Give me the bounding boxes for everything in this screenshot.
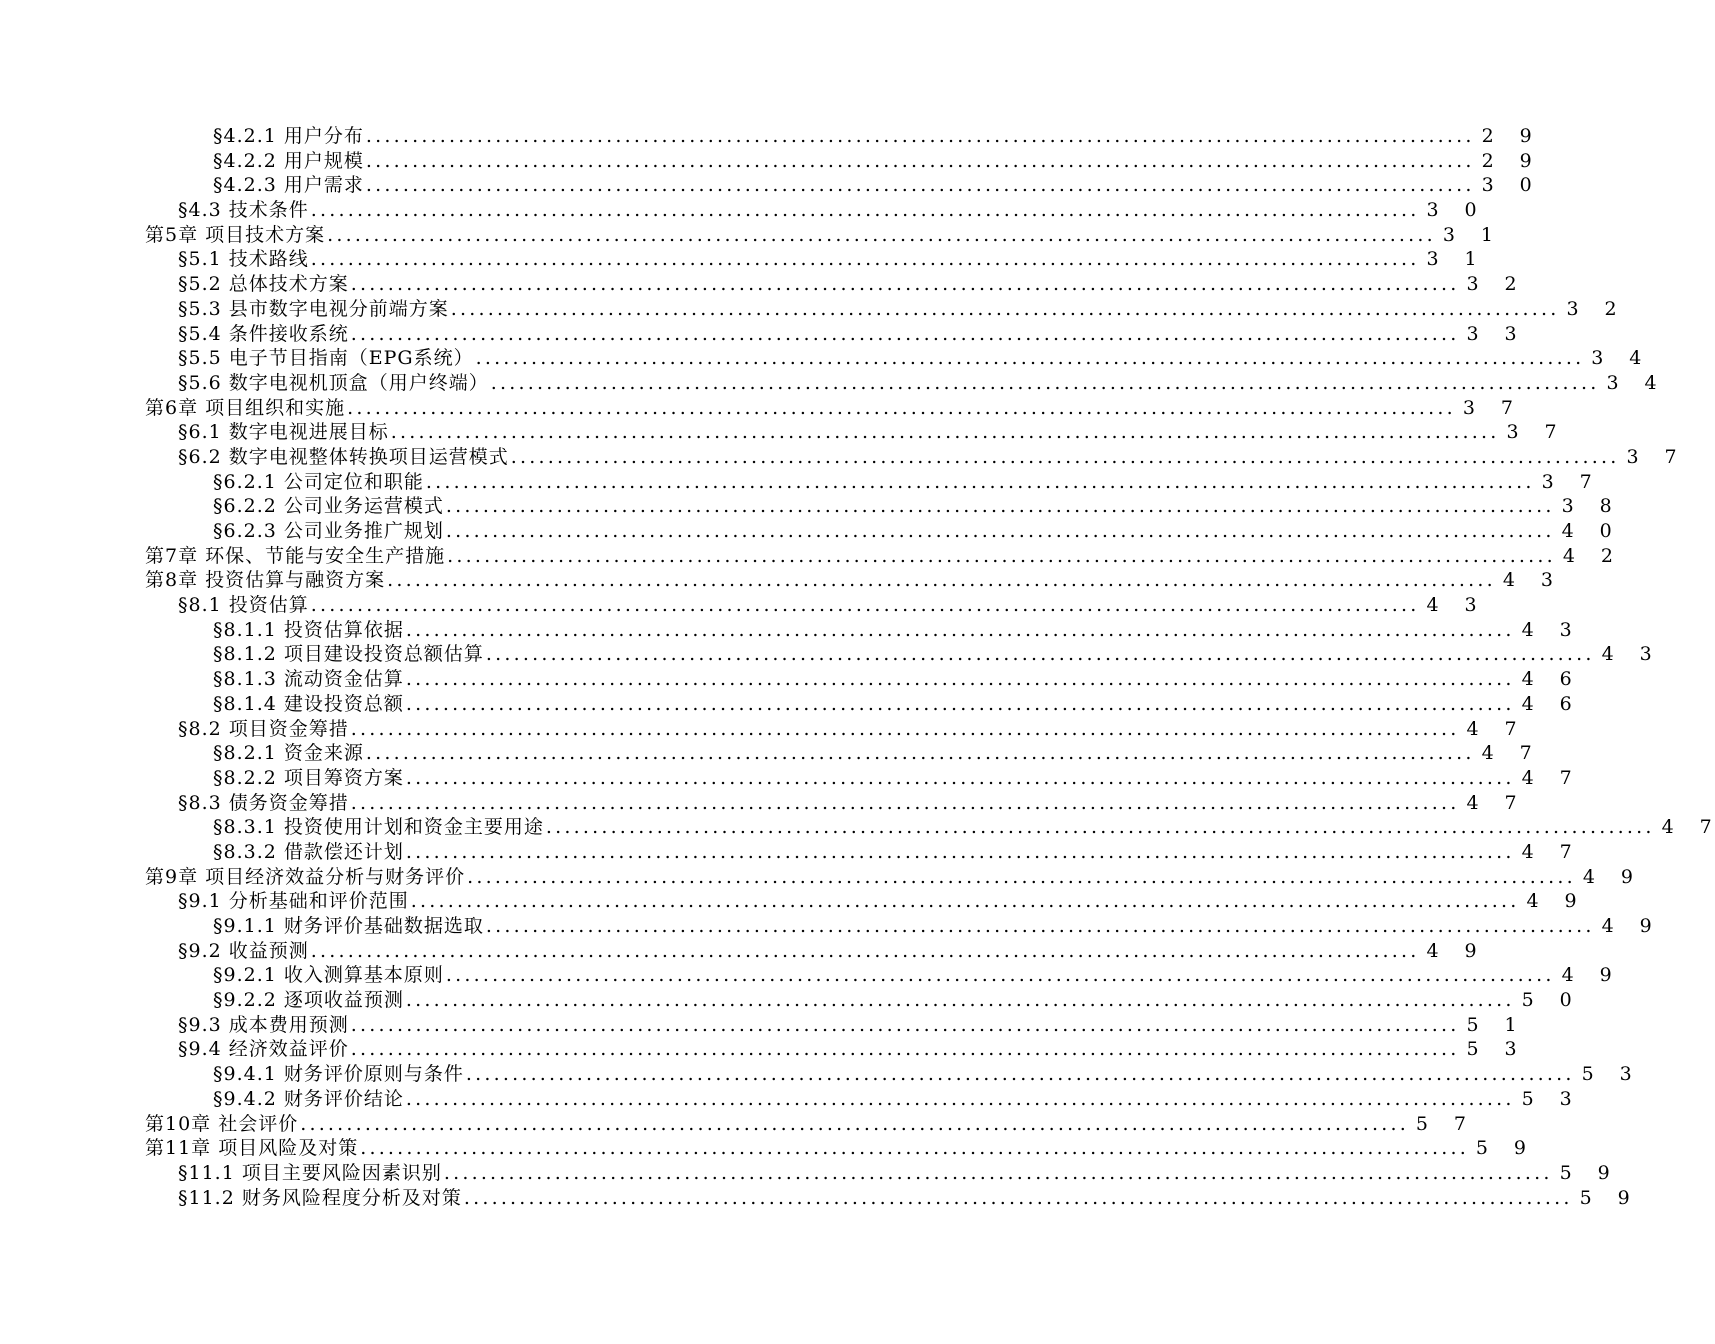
toc-entry-page-number: 5 0 — [1521, 989, 1572, 1012]
toc-leader-dots: ........................................................................................................................ — [405, 989, 1515, 1012]
toc-entry-line — [145, 1112, 1467, 1137]
toc-entry-title: §6.1 数字电视进展目标 — [178, 421, 389, 444]
toc-entry[interactable] — [0, 445, 1677, 470]
toc-entry-line — [213, 173, 1532, 198]
toc-entry-page-number: 5 3 — [1521, 1087, 1572, 1110]
toc-leader-dots: ........................................................................................................................ — [350, 791, 1460, 814]
toc-entry-title: §9.2.2 逐项收益预测 — [213, 989, 404, 1012]
toc-leader-dots: ........................................................................................................................ — [365, 125, 1475, 147]
toc-entry-title: 第6章 项目组织和实施 — [145, 396, 346, 419]
toc-entry-line — [213, 692, 1572, 717]
toc-entry[interactable] — [0, 420, 1557, 445]
toc-entry[interactable] — [0, 939, 1477, 964]
toc-entry-title: 第11章 项目风险及对策 — [145, 1137, 359, 1160]
toc-entry-line — [178, 593, 1477, 618]
toc-entry-page-number: 3 7 — [1541, 470, 1592, 493]
toc-entry-title: §5.2 总体技术方案 — [178, 273, 349, 296]
toc-leader-dots: ........................................................................................................................ — [445, 964, 1555, 987]
toc-leader-dots: ........................................................................................................................ — [475, 347, 1585, 370]
toc-entry-title: §9.1.1 财务评价基础数据选取 — [213, 915, 484, 937]
toc-leader-dots: ........................................................................................................................ — [350, 1038, 1460, 1061]
toc-entry-title: §9.3 成本费用预测 — [178, 1013, 349, 1036]
toc-entry-title: §8.2.2 项目筹资方案 — [213, 766, 404, 789]
toc-entry-page-number: 4 6 — [1521, 692, 1572, 715]
toc-leader-dots: ........................................................................................................................ — [310, 199, 1420, 222]
toc-entry-line — [178, 939, 1477, 964]
toc-leader-dots: ........................................................................................................................ — [350, 717, 1460, 740]
toc-entry-line — [213, 149, 1532, 174]
toc-entry-page-number: 4 3 — [1502, 569, 1553, 592]
toc-entry-line — [145, 396, 1513, 421]
toc-entry-title: §5.6 数字电视机顶盒（用户终端） — [178, 371, 489, 394]
toc-entry-page-number: 5 1 — [1466, 1013, 1517, 1036]
toc-entry-page-number: 5 7 — [1415, 1112, 1467, 1135]
toc-entry[interactable] — [0, 322, 1517, 347]
toc-entry-line — [145, 544, 1613, 569]
toc-entry-line — [178, 889, 1577, 914]
toc-entry[interactable] — [0, 247, 1477, 272]
toc-entry-title: §9.2.1 收入测算基本原则 — [213, 964, 444, 987]
toc-leader-dots: ........................................................................................................................ — [450, 297, 1560, 320]
toc-entry-line — [213, 618, 1572, 643]
toc-entry[interactable] — [0, 692, 1572, 717]
toc-entry[interactable] — [0, 568, 1553, 593]
toc-entry[interactable] — [0, 1037, 1517, 1062]
toc-entry-title: §6.2.2 公司业务运营模式 — [213, 495, 444, 518]
toc-entry-line — [178, 297, 1617, 322]
toc-leader-dots: ........................................................................................................................ — [350, 273, 1460, 296]
toc-entry[interactable] — [0, 519, 1612, 544]
toc-leader-dots: ........................................................................................................................ — [405, 668, 1515, 691]
toc-entry-page-number: 4 3 — [1521, 618, 1572, 641]
toc-leader-dots: ........................................................................................................................ — [310, 594, 1420, 617]
toc-entry-page-number: 4 9 — [1561, 964, 1612, 987]
toc-entry-line — [213, 519, 1612, 544]
toc-entry-line — [145, 865, 1633, 890]
toc-leader-dots: ........................................................................................................................ — [350, 1013, 1460, 1036]
toc-leader-dots: ........................................................................................................................ — [485, 915, 1595, 937]
toc-entry-title: §9.2 收益预测 — [178, 939, 309, 962]
toc-entry-title: §4.3 技术条件 — [178, 199, 309, 222]
toc-entry-page-number: 5 9 — [1559, 1161, 1610, 1184]
toc-entry-title: §6.2.1 公司定位和职能 — [213, 470, 424, 493]
toc-entry-title: §6.2 数字电视整体转换项目运营模式 — [178, 445, 509, 468]
toc-entry-page-number: 3 3 — [1466, 322, 1517, 345]
toc-entry-title: §8.1.3 流动资金估算 — [213, 668, 404, 691]
toc-entry-title: 第9章 项目经济效益分析与财务评价 — [145, 865, 466, 888]
toc-entry-line — [213, 642, 1652, 667]
toc-entry-line — [178, 272, 1517, 297]
toc-leader-dots: ........................................................................................................................ — [310, 248, 1420, 271]
toc-entry-title: §9.4.2 财务评价结论 — [213, 1087, 404, 1110]
toc-entry[interactable] — [0, 618, 1572, 643]
toc-leader-dots: ........................................................................................................................ — [405, 692, 1515, 715]
toc-entry[interactable] — [0, 593, 1477, 618]
toc-entry[interactable] — [0, 124, 1532, 149]
toc-leader-dots: ........................................................................................................................ — [425, 470, 1535, 493]
toc-entry-line — [213, 766, 1572, 791]
toc-entry[interactable] — [0, 1013, 1517, 1038]
toc-leader-dots: ........................................................................................................................ — [405, 840, 1515, 863]
toc-leader-dots: ........................................................................................................................ — [445, 495, 1555, 518]
toc-leader-dots: ........................................................................................................................ — [490, 371, 1600, 394]
toc-entry-page-number: 4 7 — [1481, 742, 1532, 765]
toc-entry[interactable] — [0, 642, 1652, 667]
toc-entry[interactable] — [0, 741, 1532, 766]
toc-entry[interactable] — [0, 791, 1517, 816]
toc-entry-line — [213, 470, 1592, 495]
toc-entry[interactable] — [0, 371, 1657, 396]
toc-entry[interactable] — [0, 1186, 1630, 1211]
toc-entry-page-number: 4 7 — [1466, 791, 1517, 814]
toc-entry-page-number: 2 9 — [1481, 125, 1532, 147]
toc-entry-line — [178, 420, 1557, 445]
toc-entry-page-number: 3 7 — [1506, 421, 1557, 444]
toc-entry[interactable] — [0, 470, 1592, 495]
toc-entry-page-number: 2 9 — [1481, 149, 1532, 172]
toc-entry-title: §8.3.2 借款偿还计划 — [213, 840, 404, 863]
toc-entry-page-number: 4 7 — [1521, 840, 1572, 863]
toc-leader-dots: ........................................................................................................................ — [310, 939, 1420, 962]
toc-entry-page-number: 4 3 — [1601, 643, 1652, 666]
toc-entry[interactable] — [0, 865, 1633, 890]
toc-entry[interactable] — [0, 198, 1477, 223]
toc-entry-title: §9.4 经济效益评价 — [178, 1038, 349, 1061]
toc-entry[interactable] — [0, 1112, 1467, 1137]
toc-entry-title: §9.4.1 财务评价原则与条件 — [213, 1063, 464, 1086]
toc-leader-dots: ........................................................................................................................ — [365, 742, 1475, 765]
toc-leader-dots: ........................................................................................................................ — [365, 149, 1475, 172]
toc-entry-page-number: 5 3 — [1581, 1063, 1632, 1086]
toc-entry[interactable] — [0, 840, 1572, 865]
toc-entry-page-number: 4 9 — [1601, 915, 1652, 937]
toc-entry-line — [213, 741, 1532, 766]
toc-leader-dots: ........................................................................................................................ — [463, 1186, 1573, 1209]
toc-leader-dots: ........................................................................................................................ — [445, 520, 1555, 542]
toc-entry[interactable] — [0, 149, 1532, 174]
toc-entry-page-number: 3 0 — [1481, 174, 1532, 197]
toc-leader-dots: ........................................................................................................................ — [443, 1161, 1553, 1184]
toc-entry-page-number: 5 9 — [1579, 1186, 1630, 1209]
toc-entry-line — [213, 840, 1572, 865]
toc-entry-title: §5.1 技术路线 — [178, 248, 309, 271]
toc-entry-title: §8.2.1 资金来源 — [213, 742, 364, 765]
toc-entry[interactable] — [0, 173, 1532, 198]
toc-entry-title: §6.2.3 公司业务推广规划 — [213, 520, 444, 542]
toc-entry[interactable] — [0, 297, 1617, 322]
toc-entry-line — [178, 717, 1517, 742]
toc-entry-line — [178, 791, 1517, 816]
toc-entry-title: §8.2 项目资金筹措 — [178, 717, 349, 740]
toc-leader-dots: ........................................................................................................................ — [390, 421, 1500, 444]
toc-entry-page-number: 3 2 — [1566, 297, 1617, 320]
toc-entry-page-number: 4 6 — [1521, 668, 1572, 691]
toc-entry-page-number: 3 0 — [1426, 199, 1477, 222]
toc-entry-line — [145, 568, 1553, 593]
toc-entry-line — [145, 1136, 1527, 1161]
toc-entry-title: §8.1.4 建设投资总额 — [213, 692, 404, 715]
table-of-contents — [0, 124, 1712, 1210]
toc-leader-dots: ........................................................................................................................ — [365, 174, 1475, 197]
toc-entry-page-number: 3 1 — [1442, 223, 1493, 246]
toc-entry[interactable] — [0, 766, 1572, 791]
toc-entry-line — [213, 988, 1572, 1013]
toc-entry-title: §11.1 项目主要风险因素识别 — [178, 1161, 442, 1184]
toc-entry-line — [213, 494, 1612, 519]
toc-entry-page-number: 4 9 — [1426, 939, 1477, 962]
toc-entry-line — [213, 963, 1612, 988]
toc-entry-line — [178, 371, 1657, 396]
toc-entry-line — [213, 667, 1572, 692]
toc-leader-dots: ........................................................................................................................ — [405, 618, 1515, 641]
toc-entry-page-number: 5 9 — [1475, 1137, 1527, 1160]
toc-entry-page-number: 3 2 — [1466, 273, 1517, 296]
toc-entry-line — [178, 247, 1477, 272]
toc-entry-page-number: 4 2 — [1562, 544, 1613, 567]
toc-entry[interactable] — [0, 667, 1572, 692]
toc-entry[interactable] — [0, 988, 1572, 1013]
toc-leader-dots: ........................................................................................................................ — [347, 396, 1456, 419]
toc-entry-page-number: 4 9 — [1582, 865, 1633, 888]
toc-entry-title: §5.4 条件接收系统 — [178, 322, 349, 345]
toc-entry-line — [178, 346, 1642, 371]
toc-leader-dots: ........................................................................................................................ — [545, 816, 1655, 839]
toc-entry-page-number: 4 7 — [1661, 816, 1712, 839]
toc-leader-dots: ........................................................................................................................ — [510, 445, 1620, 468]
toc-entry-page-number: 3 4 — [1606, 371, 1657, 394]
toc-entry-title: §8.3.1 投资使用计划和资金主要用途 — [213, 816, 544, 839]
toc-entry-title: §8.1 投资估算 — [178, 594, 309, 617]
toc-entry[interactable] — [0, 914, 1652, 939]
toc-entry-page-number: 4 9 — [1526, 890, 1577, 913]
toc-leader-dots: ........................................................................................................................ — [300, 1112, 1409, 1135]
toc-leader-dots: ........................................................................................................................ — [405, 1087, 1515, 1110]
toc-entry-page-number: 4 7 — [1466, 717, 1517, 740]
toc-entry-title: §4.2.1 用户分布 — [213, 125, 364, 147]
toc-leader-dots: ........................................................................................................................ — [405, 766, 1515, 789]
toc-entry[interactable] — [0, 494, 1612, 519]
toc-entry[interactable] — [0, 1087, 1572, 1112]
toc-entry-title: §4.2.3 用户需求 — [213, 174, 364, 197]
toc-entry-page-number: 3 8 — [1561, 495, 1612, 518]
toc-leader-dots: ........................................................................................................................ — [350, 322, 1460, 345]
toc-entry-title: 第10章 社会评价 — [145, 1112, 299, 1135]
toc-entry-title: 第8章 投资估算与融资方案 — [145, 569, 386, 592]
toc-entry-page-number: 3 1 — [1426, 248, 1477, 271]
toc-entry-title: §8.1.1 投资估算依据 — [213, 618, 404, 641]
toc-entry-line — [178, 445, 1677, 470]
toc-entry[interactable] — [0, 396, 1513, 421]
toc-entry[interactable] — [0, 223, 1493, 248]
toc-leader-dots: ........................................................................................................................ — [410, 890, 1520, 913]
toc-entry-title: §11.2 财务风险程度分析及对策 — [178, 1186, 462, 1209]
toc-entry-line — [178, 1037, 1517, 1062]
toc-leader-dots: ........................................................................................................................ — [485, 643, 1595, 666]
toc-entry-title: §8.1.2 项目建设投资总额估算 — [213, 643, 484, 666]
toc-entry-page-number: 5 3 — [1466, 1038, 1517, 1061]
toc-entry-line — [213, 914, 1652, 939]
toc-entry-page-number: 3 7 — [1626, 445, 1677, 468]
toc-entry-line — [213, 1087, 1572, 1112]
toc-entry-line — [213, 1062, 1632, 1087]
toc-entry-page-number: 4 7 — [1521, 766, 1572, 789]
toc-leader-dots: ........................................................................................................................ — [465, 1063, 1575, 1086]
toc-entry[interactable] — [0, 815, 1712, 840]
toc-entry-title: §4.2.2 用户规模 — [213, 149, 364, 172]
toc-entry-line — [178, 1186, 1630, 1211]
toc-entry-title: §9.1 分析基础和评价范围 — [178, 890, 409, 913]
toc-entry[interactable] — [0, 1136, 1527, 1161]
toc-leader-dots: ........................................................................................................................ — [327, 223, 1436, 246]
toc-entry-title: 第7章 环保、节能与安全生产措施 — [145, 544, 446, 567]
toc-entry-title: §5.3 县市数字电视分前端方案 — [178, 297, 449, 320]
toc-entry[interactable] — [0, 889, 1577, 914]
toc-entry[interactable] — [0, 1161, 1610, 1186]
toc-entry[interactable] — [0, 272, 1517, 297]
toc-leader-dots: ........................................................................................................................ — [467, 865, 1576, 888]
toc-leader-dots: ........................................................................................................................ — [387, 569, 1496, 592]
toc-entry-line — [178, 1161, 1610, 1186]
toc-entry-line — [213, 815, 1712, 840]
toc-entry[interactable] — [0, 346, 1642, 371]
toc-leader-dots: ........................................................................................................................ — [447, 544, 1556, 567]
toc-leader-dots: ........................................................................................................................ — [360, 1137, 1469, 1160]
toc-entry-title: §8.3 债务资金筹措 — [178, 791, 349, 814]
toc-entry-page-number: 4 3 — [1426, 594, 1477, 617]
toc-entry-page-number: 3 4 — [1591, 347, 1642, 370]
toc-entry-line — [178, 1013, 1517, 1038]
toc-entry[interactable] — [0, 1062, 1632, 1087]
toc-entry-line — [178, 198, 1477, 223]
toc-entry[interactable] — [0, 717, 1517, 742]
toc-entry-line — [213, 124, 1532, 149]
toc-entry-page-number: 3 7 — [1462, 396, 1513, 419]
toc-entry-page-number: 4 0 — [1561, 520, 1612, 542]
toc-entry[interactable] — [0, 963, 1612, 988]
toc-entry-line — [145, 223, 1493, 248]
toc-entry-line — [178, 322, 1517, 347]
toc-entry-title: §5.5 电子节目指南（EPG系统） — [178, 347, 474, 370]
toc-entry[interactable] — [0, 544, 1613, 569]
toc-entry-title: 第5章 项目技术方案 — [145, 223, 326, 246]
